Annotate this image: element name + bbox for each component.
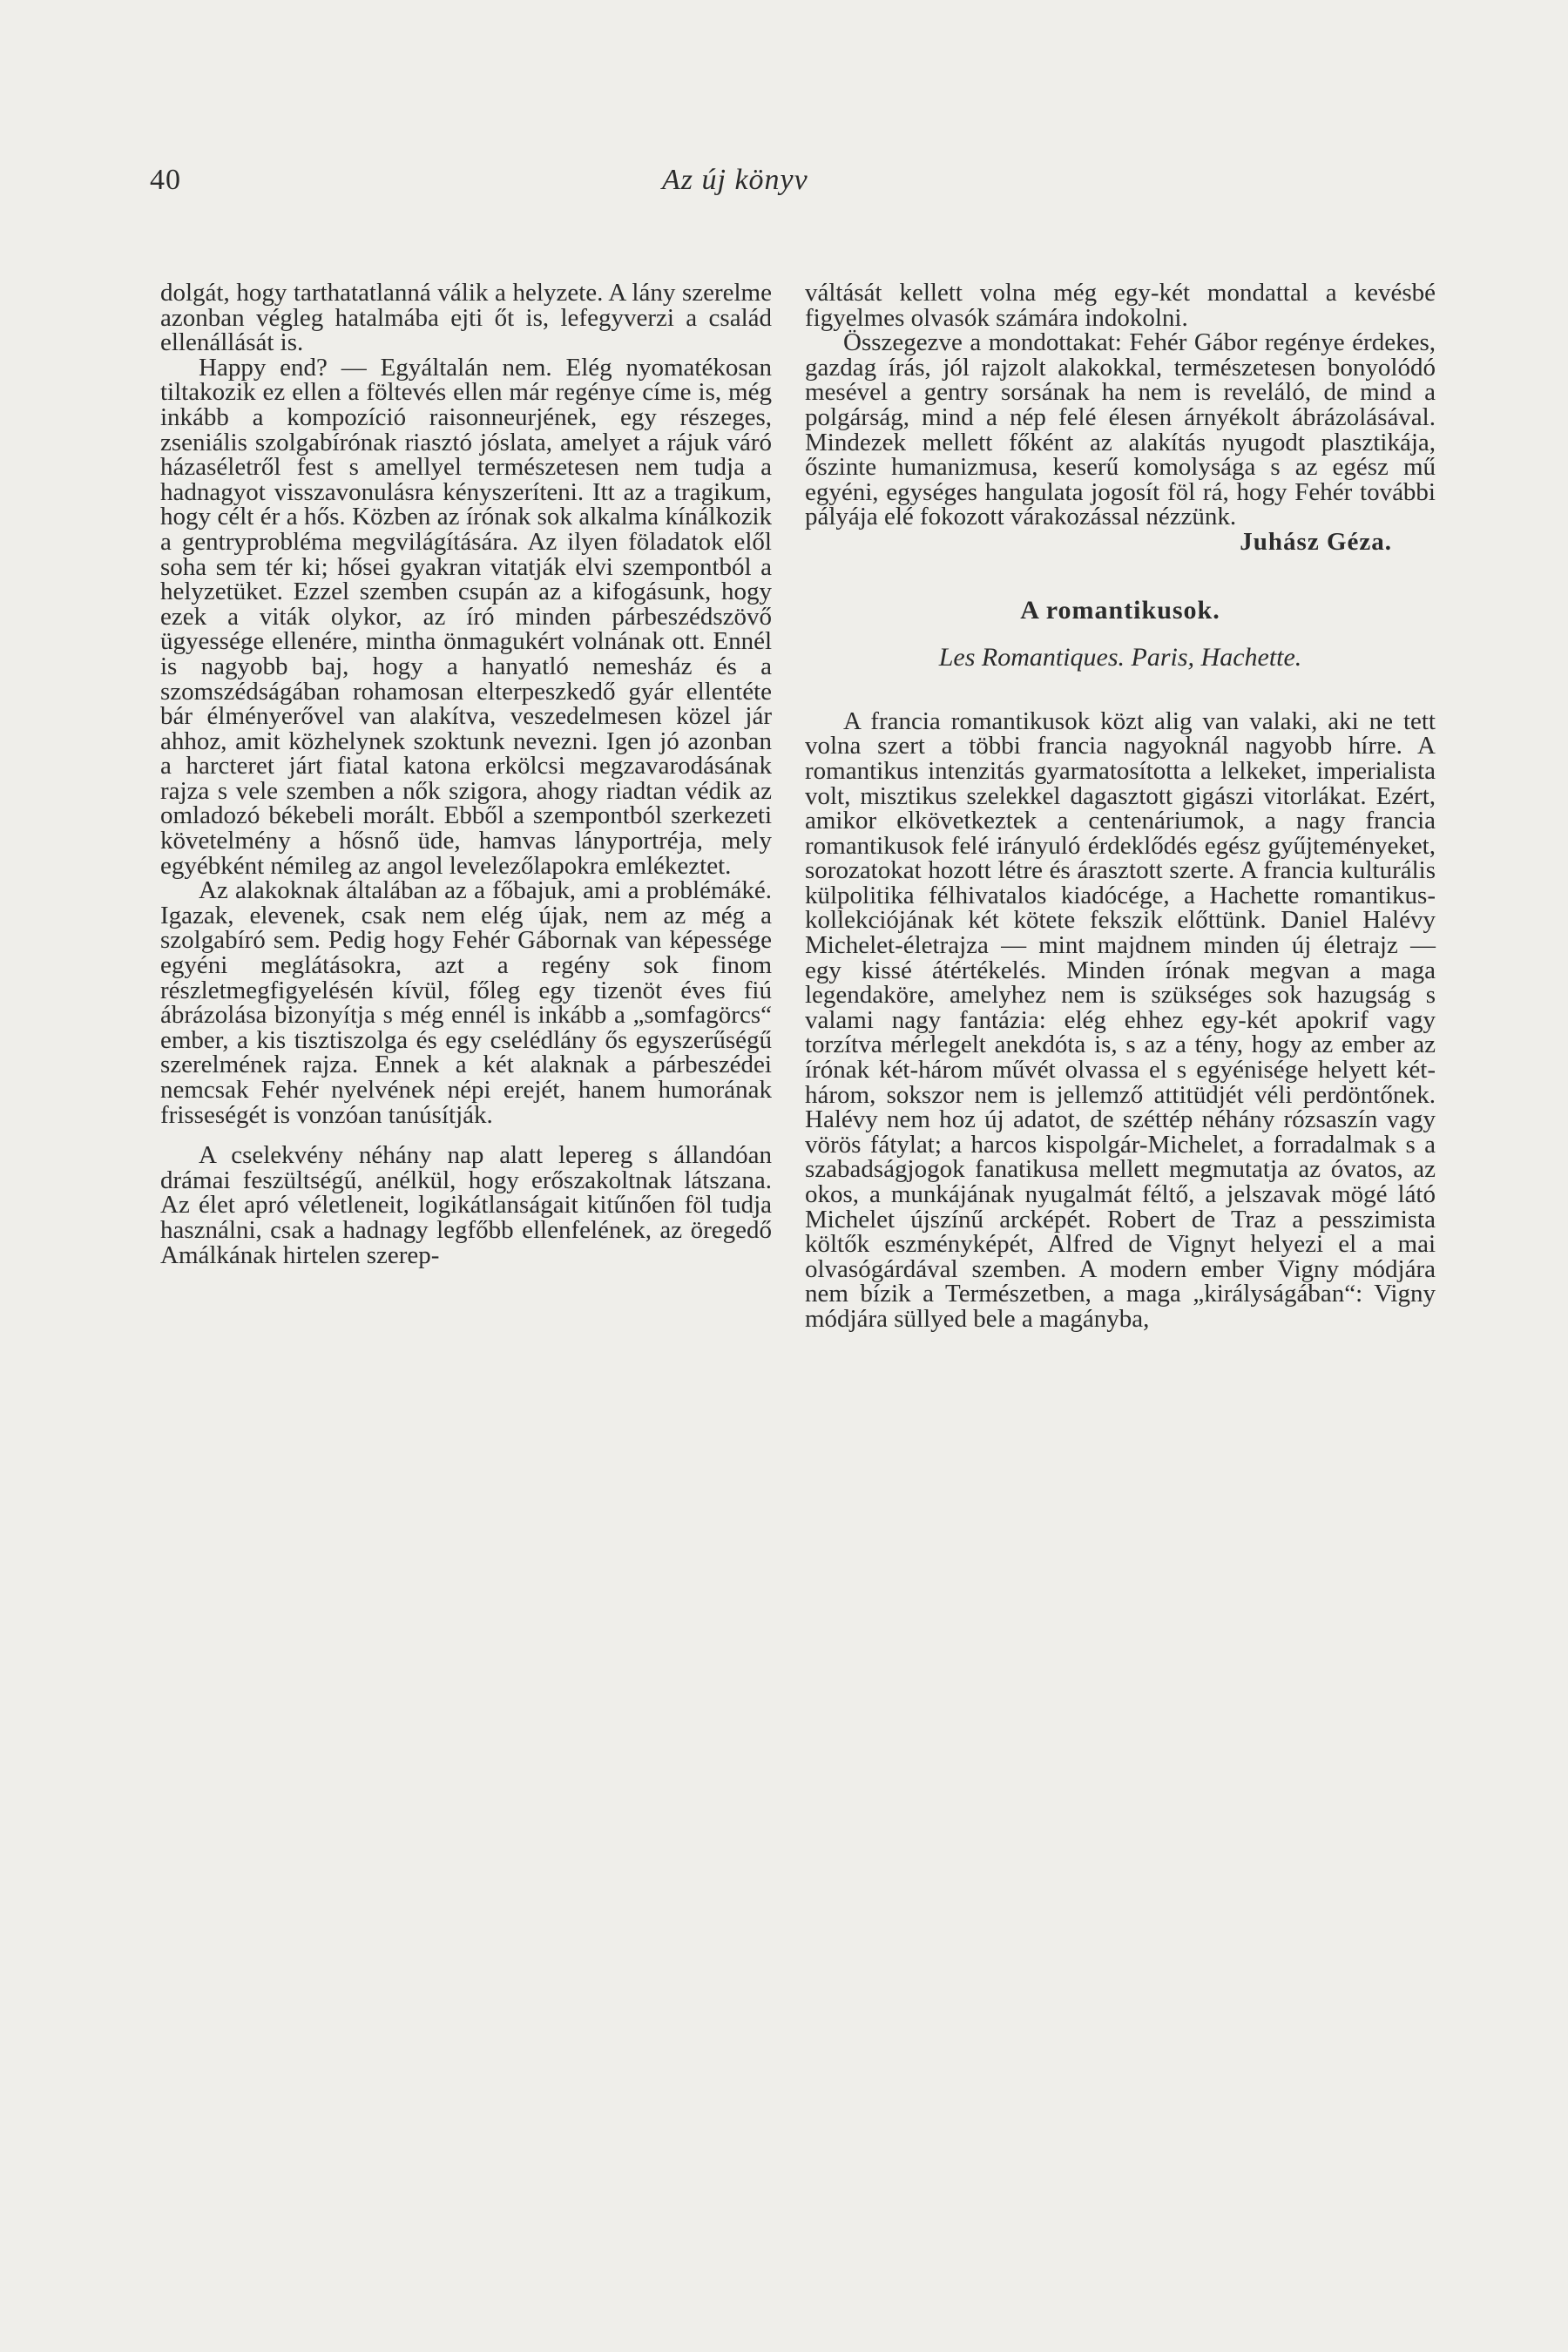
right-paragraph-1: váltását kellett volna még egy-két mondattal a kevésbé figyelmes olvasók számára indokolni. — [805, 279, 1436, 332]
running-title: Az új könyv — [662, 164, 808, 196]
left-paragraph-1: dolgát, hogy tarthatatlanná válik a helyzete. A lány szerelme azonban végleg hatalmába ejti őt is, lefegyverzi a család ellenállását is. — [160, 279, 772, 357]
left-column — [160, 280, 772, 2267]
left-paragraph-4: A cselekvény néhány nap alatt lepereg s állandóan drámai feszültségű, anélkül, hogy erőszakoltnak látszana. Az élet apró véletleneit, logikátlanságait kitűnően föl tudja használni, csak a hadnagy legfőbb ellenfelének, az öregedő Amálkának hirtelen szerep- — [160, 1141, 772, 1269]
left-paragraph-3: Az alakoknak általában az a főbajuk, ami a problémáké. Igazak, elevenek, csak nem elég újak, nem az még a szolgabíró sem. Pedig hogy Fehér Gábornak van képessége egyéni meglátásokra, azt a regény sok finom részletmegfigyelésén kívül, főleg egy tizenöt éves fiú ábrázolása bizonyítja s még ennél is inkább a „somfagörcs“ ember, a kis tisztiszolga és egy cselédlány ős egyszerűségű szerelmének rajza. Ennek a két alaknak a párbeszédei nemcsak Fehér nyelvének népi erejét, hanem humorának frisseségét is vonzóan tanúsítják. — [160, 876, 772, 1129]
book-reference: Les Romantiques. Paris, Hachette. — [938, 643, 1302, 672]
page-header — [0, 164, 1568, 216]
review-signature: Juhász Géza. — [1240, 527, 1392, 556]
page-number: 40 — [150, 164, 181, 196]
section-title: A romantikusok. — [1020, 595, 1220, 625]
right-column — [805, 280, 1436, 2267]
section-paragraph-1: A francia romantikusok közt alig van valaki, aki ne tett volna szert a többi francia nagyoknál nagyobb hírre. A romantikus intenzitás gyarmatosította a lelkeket, imperialista volt, misztikus szelekkel dagasztott gigászi vitorlákat. Ezért, amikor elkövetkeztek a centenáriumok, a nagy francia romantikusok felé irányuló érdeklődés egész gyűjteményeket, sorozatokat hozott létre és árasztott szerte. A francia kulturális külpolitika félhivatalos kiadócége, a Hachette romantikus-kollekciójának két kötete fekszik előttünk. Daniel Halévy Michelet-életrajza — mint majdnem minden új életrajz — egy kissé átértékelés. Minden írónak megvan a maga legendaköre, amelyhez nem is szükséges sok hazugság s valami nagy fantázia: elég ehhez egy-két apokrif vagy torzítva mérlegelt anekdóta is, s az a tény, hogy az ember az írónak két-három művét olvassa el s egyénisége helyett két-három, sokszor nem is jellemző attitüdjét véli perdöntőnek. Halévy nem hoz új adatot, de széttép néhány rózsaszín vagy vörös fátylat; a harcos kispolgár-Michelet, a forradalmak s a szabadságjogok fanatikusa mellett megmutatja az óvatos, az okos, a munkájának nyugalmát féltő, a jelszavak mögé látó Michelet újszínű arcképét. Robert de Traz a pesszimista költők eszményképét, Alfred de Vignyt helyezi el a mai olvasógárdával szemben. A modern ember Vigny módjára nem bízik a Természetben, a maga „királyságában“: Vigny módjára süllyed bele a magányba, — [805, 706, 1436, 1333]
left-paragraph-2: Happy end? — Egyáltalán nem. Elég nyomatékosan tiltakozik ez ellen a föltevés ellen már regénye címe is, még inkább a kompozíció raisonneurjének, egy részeges, zseniális szolgabírónak riasztó jóslata, amelyet a rájuk váró házaséletről fest s amellyel természetesen nem tudja a hadnagyot visszavonulásra kényszeríteni. Itt az a tragikum, hogy célt ér a hős. Közben az írónak sok alkalma kínálkozik a gentryprobléma megvilágítására. Az ilyen föladatok elől soha sem tér ki; hősei gyakran vitatják elvi szempontból a helyzetüket. Ezzel szemben csupán az a kifogásunk, hogy ezek a viták olykor, az író minden párbeszédszövő ügyessége ellenére, mintha önmagukért volnának ott. Ennél is nagyobb baj, hogy a hanyatló nemesház és a szomszédságában rohamosan elterpeszkedő gyár ellentéte bár élményerővel van alakítva, veszedelmesen közel jár ahhoz, amit közhelynek szoktunk nevezni. Igen jó azonban a harcteret járt fiatal katona erkölcsi megzavarodásának rajza s vele szemben a nők szigora, ahogy riadtan védik az omladozó békebeli morált. Ebből a szempontból szerkezeti követelmény a hősnő üde, hamvas lányportréja, mely egyébként némileg az angol levelezőlapokra emlékeztet. — [160, 353, 772, 880]
right-paragraph-2: Összegezve a mondottakat: Fehér Gábor regénye érdekes, gazdag írás, jól rajzolt alakokkal, természetesen bonyolódó mesével a gentry sorsának ha nem is reveláló, de mind a polgárság, mind a nép felé élesen árnyékolt ábrázolásával. Mindezek mellett főként az alakítás nyugodt plasztikája, őszinte humanizmusa, keserű komolysága s az egész mű egyéni, egységes hangulata jogosít föl rá, hogy Fehér további pályája elé fokozott várakozással nézzünk. — [805, 328, 1436, 531]
